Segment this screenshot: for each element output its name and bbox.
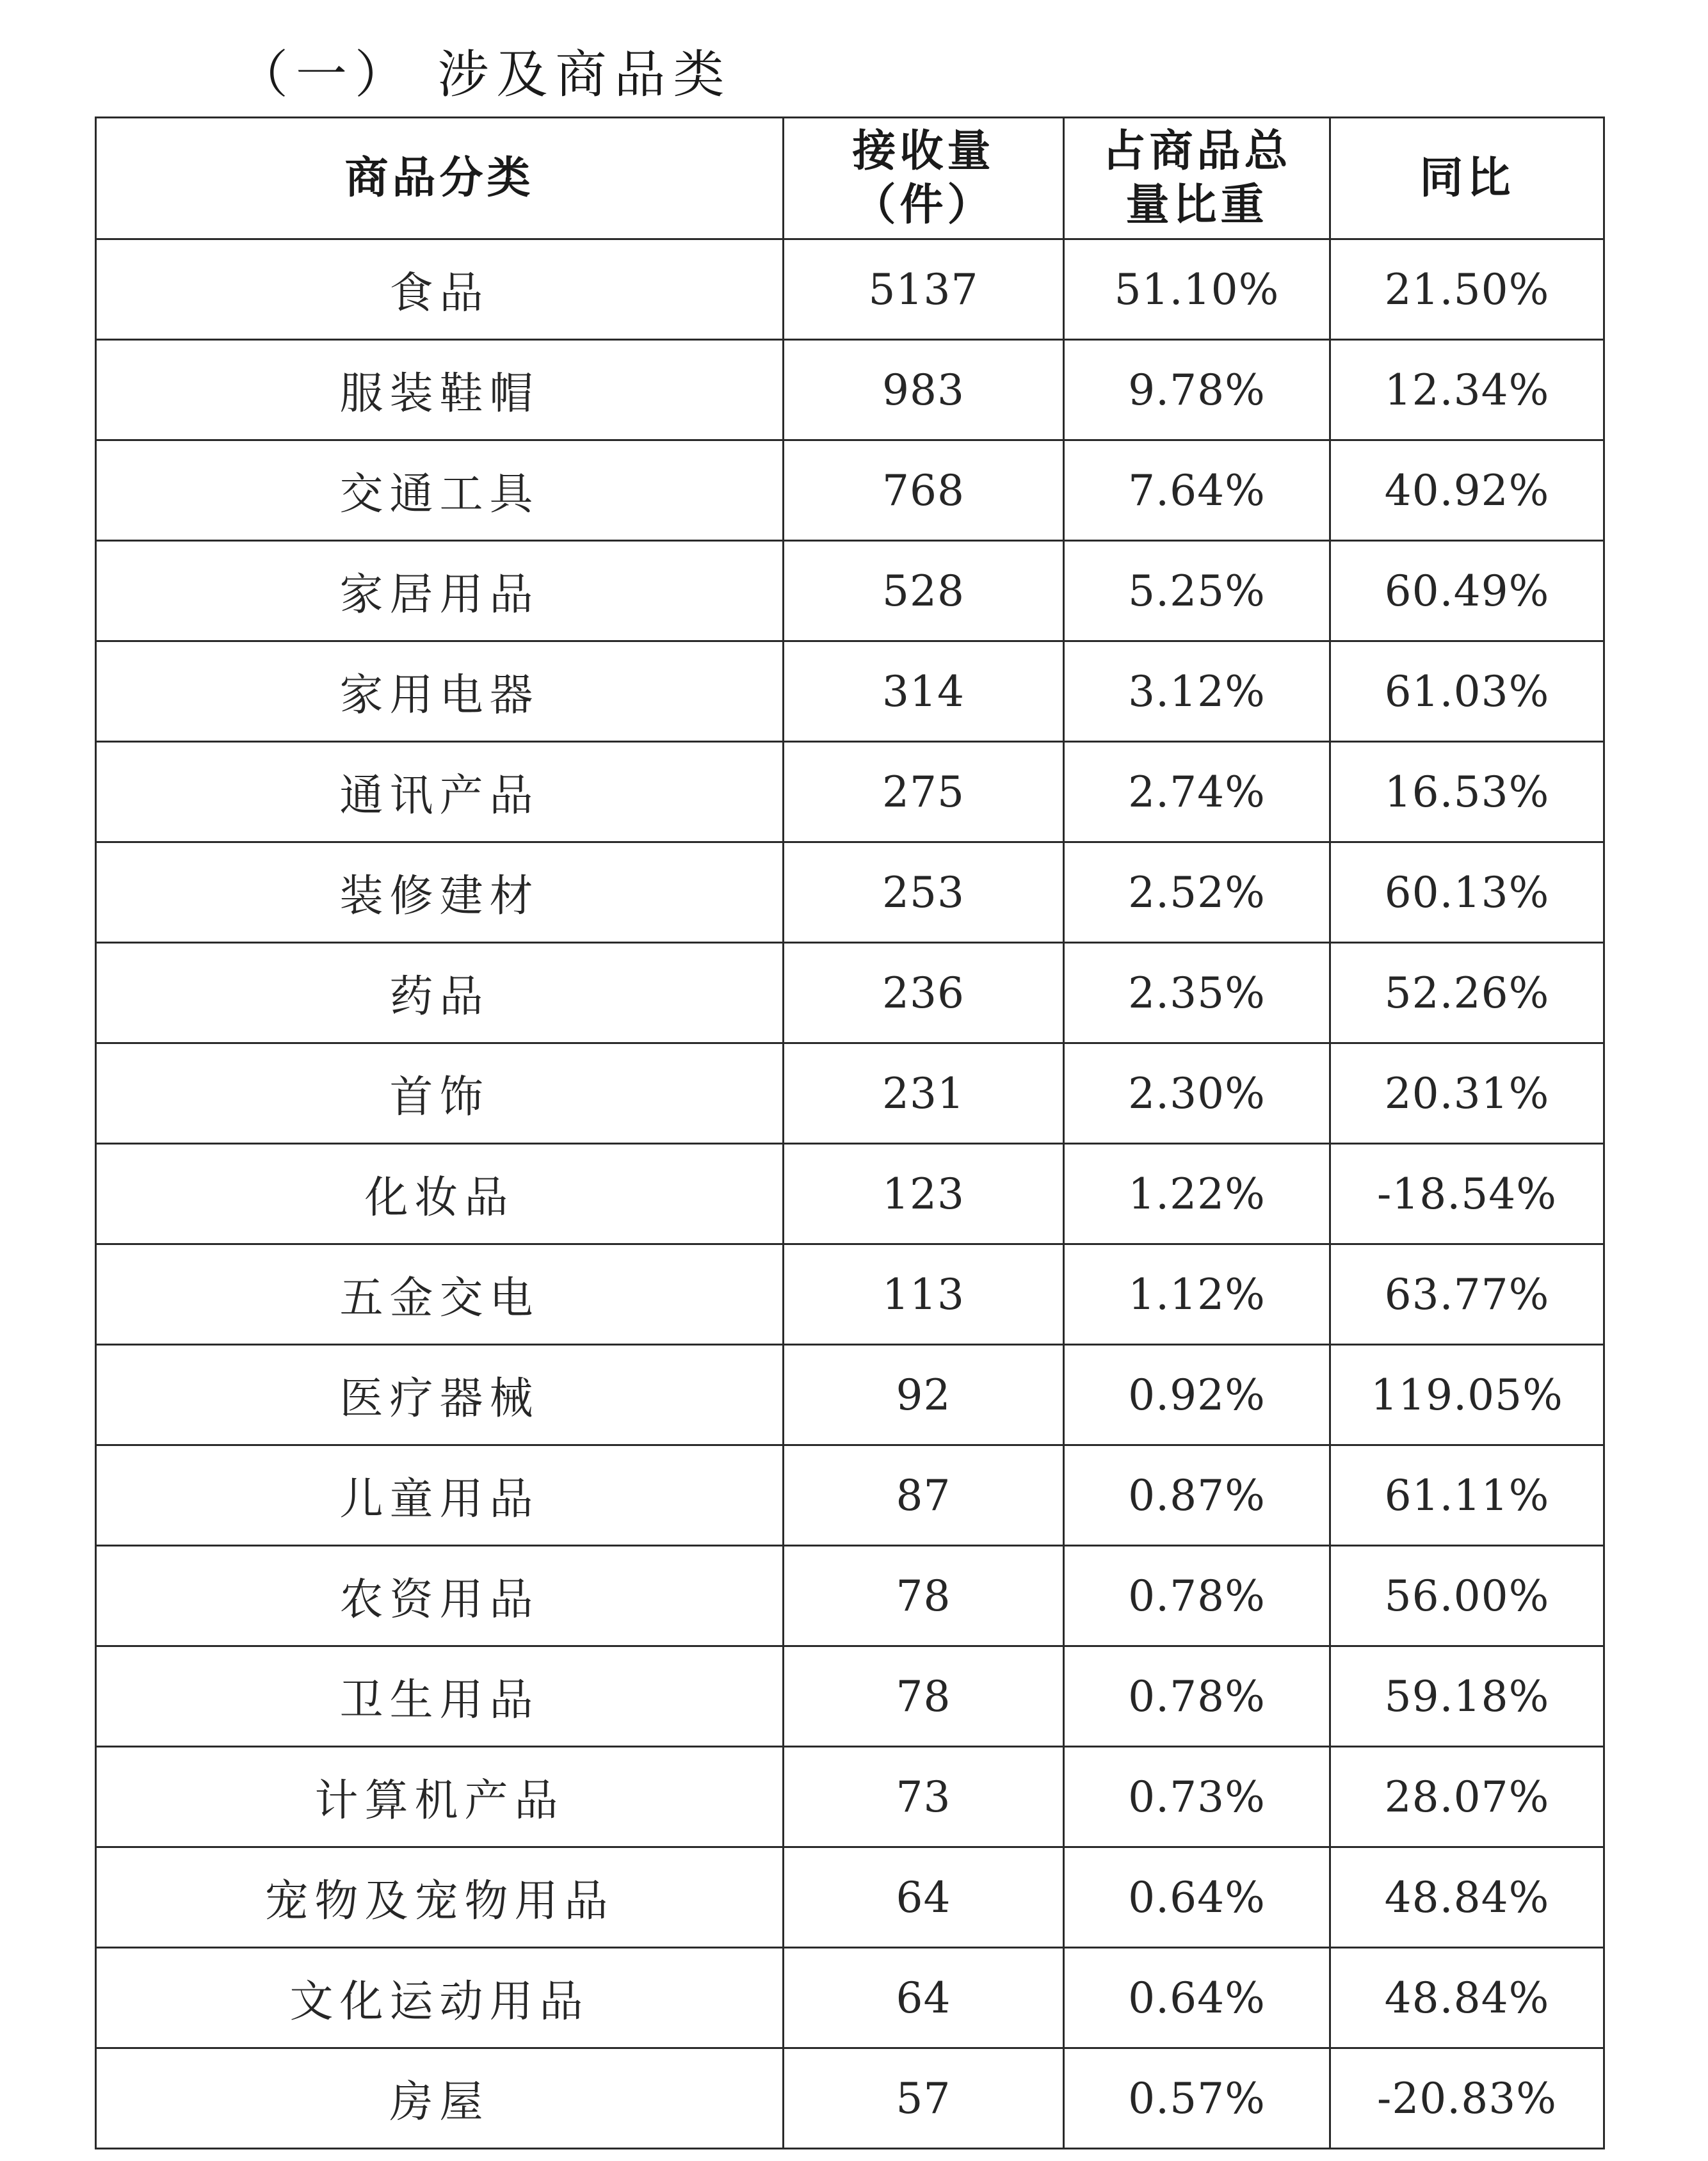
table-row — [96, 1043, 1604, 1144]
cell-category: 服装鞋帽 — [96, 340, 784, 440]
header-received — [784, 118, 1064, 239]
cell-share: 9.78% — [1064, 340, 1330, 440]
table-row — [96, 239, 1604, 340]
cell-received: 275 — [784, 742, 1064, 842]
header-received-line2: （件） — [852, 179, 995, 230]
cell-share: 1.12% — [1064, 1244, 1330, 1345]
cell-category: 化妆品 — [96, 1144, 784, 1244]
cell-yoy: -20.83% — [1330, 2048, 1604, 2149]
cell-received: 64 — [784, 1948, 1064, 2048]
cell-yoy: 52.26% — [1330, 943, 1604, 1043]
cell-share: 51.10% — [1064, 239, 1330, 340]
cell-share: 7.64% — [1064, 440, 1330, 541]
table-row — [96, 1345, 1604, 1445]
cell-received: 253 — [784, 842, 1064, 943]
cell-yoy: 48.84% — [1330, 1847, 1604, 1948]
cell-share: 0.78% — [1064, 1546, 1330, 1646]
cell-received: 92 — [784, 1345, 1064, 1445]
cell-received: 87 — [784, 1445, 1064, 1546]
header-yoy — [1330, 118, 1604, 239]
cell-category: 卫生用品 — [96, 1646, 784, 1747]
table-row — [96, 1144, 1604, 1244]
cell-yoy: 16.53% — [1330, 742, 1604, 842]
cell-share: 0.64% — [1064, 1948, 1330, 2048]
cell-received: 231 — [784, 1043, 1064, 1144]
cell-received: 78 — [784, 1646, 1064, 1747]
commodity-table — [95, 116, 1605, 2149]
cell-share: 2.30% — [1064, 1043, 1330, 1144]
cell-received: 113 — [784, 1244, 1064, 1345]
cell-yoy: 12.34% — [1330, 340, 1604, 440]
cell-received: 78 — [784, 1546, 1064, 1646]
cell-category: 家用电器 — [96, 641, 784, 742]
cell-yoy: 40.92% — [1330, 440, 1604, 541]
cell-share: 0.73% — [1064, 1747, 1330, 1847]
table-row — [96, 541, 1604, 641]
cell-received: 123 — [784, 1144, 1064, 1244]
cell-yoy: 61.03% — [1330, 641, 1604, 742]
header-share-line2: 量比重 — [1125, 179, 1268, 230]
cell-category: 首饰 — [96, 1043, 784, 1144]
header-category — [96, 118, 784, 239]
table-row — [96, 1847, 1604, 1948]
table-row — [96, 1747, 1604, 1847]
table-row — [96, 1445, 1604, 1546]
cell-category: 农资用品 — [96, 1546, 784, 1646]
cell-share: 5.25% — [1064, 541, 1330, 641]
cell-category: 药品 — [96, 943, 784, 1043]
cell-share: 0.57% — [1064, 2048, 1330, 2149]
cell-category: 家居用品 — [96, 541, 784, 641]
header-share-line1: 占商品总 — [1102, 125, 1292, 177]
table-row — [96, 1646, 1604, 1747]
section-title: （一） 涉及商品类 — [237, 45, 732, 104]
cell-category: 通讯产品 — [96, 742, 784, 842]
cell-share: 0.64% — [1064, 1847, 1330, 1948]
table-row — [96, 742, 1604, 842]
header-yoy-label: 同比 — [1419, 152, 1515, 204]
cell-received: 528 — [784, 541, 1064, 641]
cell-category: 宠物及宠物用品 — [96, 1847, 784, 1948]
cell-category: 食品 — [96, 239, 784, 340]
cell-category: 五金交电 — [96, 1244, 784, 1345]
table-row — [96, 1948, 1604, 2048]
cell-category: 房屋 — [96, 2048, 784, 2149]
header-category-label: 商品分类 — [344, 152, 535, 204]
commodity-table-container — [95, 116, 1603, 2142]
cell-yoy: 28.07% — [1330, 1747, 1604, 1847]
table-row — [96, 340, 1604, 440]
cell-category: 文化运动用品 — [96, 1948, 784, 2048]
cell-yoy: 20.31% — [1330, 1043, 1604, 1144]
cell-category: 医疗器械 — [96, 1345, 784, 1445]
cell-share: 1.22% — [1064, 1144, 1330, 1244]
cell-received: 5137 — [784, 239, 1064, 340]
cell-received: 314 — [784, 641, 1064, 742]
table-row — [96, 1546, 1604, 1646]
cell-category: 装修建材 — [96, 842, 784, 943]
cell-yoy: 21.50% — [1330, 239, 1604, 340]
cell-yoy: -18.54% — [1330, 1144, 1604, 1244]
table-row — [96, 2048, 1604, 2149]
cell-category: 交通工具 — [96, 440, 784, 541]
cell-share: 0.92% — [1064, 1345, 1330, 1445]
table-row — [96, 943, 1604, 1043]
header-share — [1064, 118, 1330, 239]
table-row — [96, 842, 1604, 943]
cell-share: 3.12% — [1064, 641, 1330, 742]
cell-received: 73 — [784, 1747, 1064, 1847]
cell-share: 2.74% — [1064, 742, 1330, 842]
cell-category: 儿童用品 — [96, 1445, 784, 1546]
cell-yoy: 119.05% — [1330, 1345, 1604, 1445]
cell-share: 2.52% — [1064, 842, 1330, 943]
cell-share: 2.35% — [1064, 943, 1330, 1043]
cell-yoy: 61.11% — [1330, 1445, 1604, 1546]
cell-received: 57 — [784, 2048, 1064, 2149]
cell-received: 983 — [784, 340, 1064, 440]
cell-yoy: 48.84% — [1330, 1948, 1604, 2048]
cell-yoy: 56.00% — [1330, 1546, 1604, 1646]
cell-received: 768 — [784, 440, 1064, 541]
table-header-row — [96, 118, 1604, 239]
cell-yoy: 63.77% — [1330, 1244, 1604, 1345]
cell-share: 0.78% — [1064, 1646, 1330, 1747]
table-row — [96, 1244, 1604, 1345]
table-row — [96, 440, 1604, 541]
cell-share: 0.87% — [1064, 1445, 1330, 1546]
cell-category: 计算机产品 — [96, 1747, 784, 1847]
cell-yoy: 60.13% — [1330, 842, 1604, 943]
cell-yoy: 59.18% — [1330, 1646, 1604, 1747]
cell-received: 64 — [784, 1847, 1064, 1948]
header-received-line1: 接收量 — [852, 125, 995, 177]
cell-yoy: 60.49% — [1330, 541, 1604, 641]
table-row — [96, 641, 1604, 742]
cell-received: 236 — [784, 943, 1064, 1043]
